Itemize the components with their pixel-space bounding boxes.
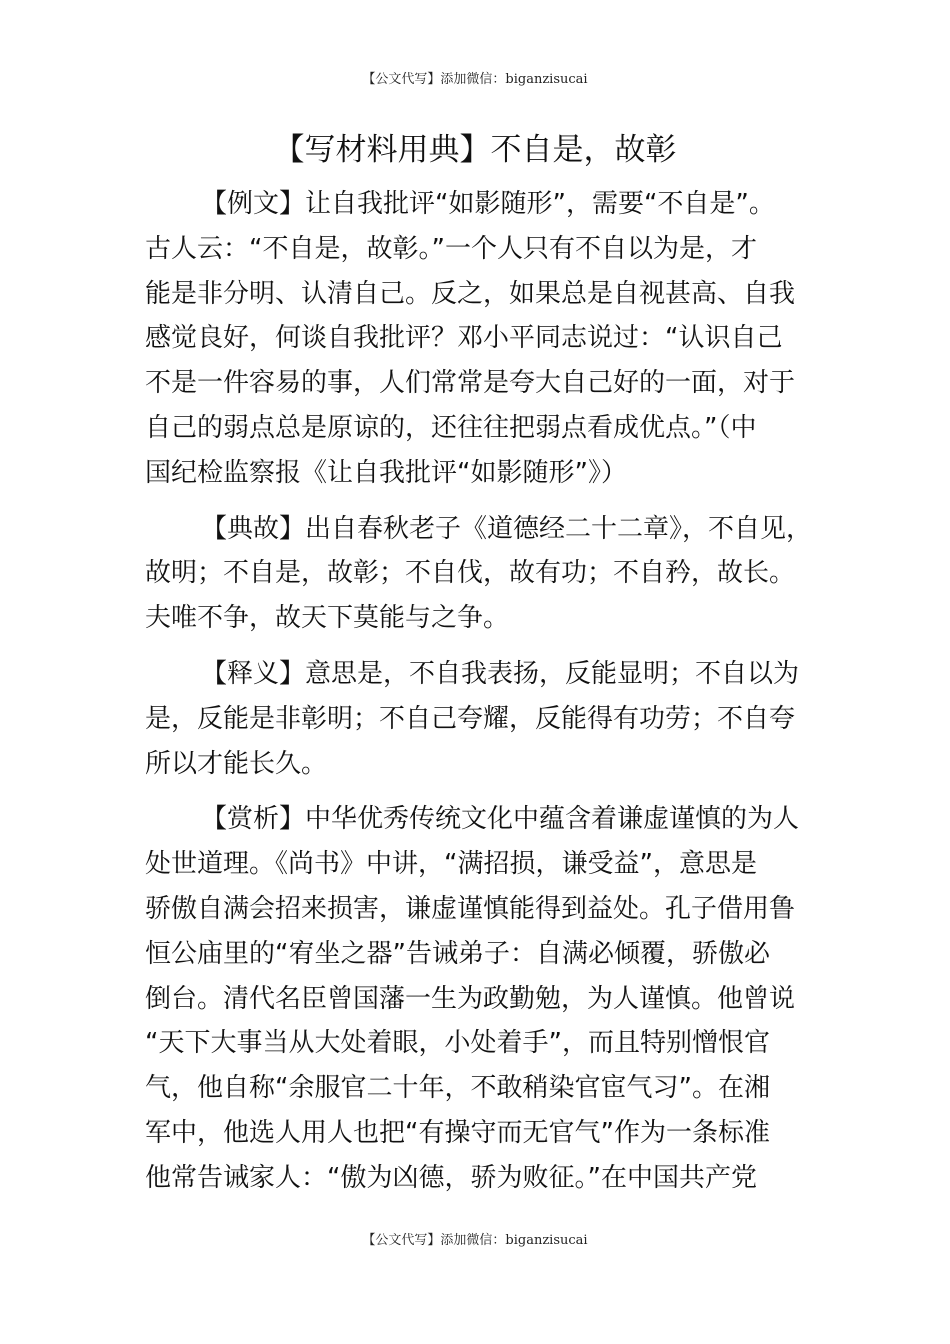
text-line: 所以才能长久。 (145, 748, 328, 779)
paragraph-appreciation (145, 797, 817, 1200)
text-line: 是，反能是非彰明；不自己夸耀，反能得有功劳；不自夸 (145, 703, 796, 734)
document-body (145, 182, 817, 1212)
text-line: 军中，他选人用人也把“有操守而无官气”作为一条标准 (145, 1117, 770, 1148)
text-line: 他常告诫家人：“傲为凶德，骄为败征。”在中国共产党 (145, 1162, 757, 1193)
text-line: 夫唯不争，故天下莫能与之争。 (145, 603, 510, 634)
text-line: 骄傲自满会招来损害，谦虚谨慎能得到益处。孔子借用鲁 (145, 893, 796, 924)
text-line: 国纪检监察报《让自我批评“如影随形”》） (145, 457, 627, 488)
text-line: 【释义】意思是，不自我表扬，反能显明；不自以为 (201, 658, 800, 689)
text-line: 不是一件容易的事，人们常常是夸大自己好的一面，对于 (145, 368, 796, 399)
text-line: 【例文】让自我批评“如影随形”，需要“不自是”。 (201, 189, 775, 219)
page-header: 【公文代写】添加微信：biganzisucai (362, 72, 588, 87)
page-footer: 【公文代写】添加微信：biganzisucai (362, 1233, 588, 1248)
paragraph-example (145, 182, 817, 496)
text-line: 故明；不自是，故彰；不自伐，故有功；不自矜，故长。 (145, 558, 796, 589)
text-line: 感觉良好，何谈自我批评？邓小平同志说过：“认识自己 (145, 323, 783, 354)
paragraph-meaning (145, 652, 817, 786)
text-line: “天下大事当从大处着眼，小处着手”，而且特别憎恨官 (145, 1028, 770, 1059)
text-line: 【赏析】中华优秀传统文化中蕴含着谦虚谨慎的为人 (201, 804, 800, 835)
text-line: 自己的弱点总是原谅的，还往往把弱点看成优点。”（中 (145, 412, 757, 443)
text-line: 处世道理。《尚书》中讲，“满招损，谦受益”，意思是 (145, 849, 757, 880)
document-title: 【写材料用典】不自是，故彰 (273, 132, 677, 168)
text-line: 能是非分明、认清自己。反之，如果总是自视甚高、自我 (145, 278, 796, 309)
text-line: 倒台。清代名臣曾国藩一生为政勤勉，为人谨慎。他曾说 (145, 983, 796, 1014)
paragraph-allusion (145, 507, 817, 641)
text-line: 恒公庙里的“宥坐之器”告诫弟子：自满必倾覆，骄傲必 (145, 938, 770, 969)
text-line: 古人云：“不自是，故彰。”一个人只有不自以为是，才 (145, 233, 757, 264)
text-line: 【典故】出自春秋老子《道德经二十二章》，不自见， (201, 513, 813, 544)
text-line: 气，他自称“余服官二十年，不敢稍染官宦气习”。在湘 (145, 1073, 770, 1104)
